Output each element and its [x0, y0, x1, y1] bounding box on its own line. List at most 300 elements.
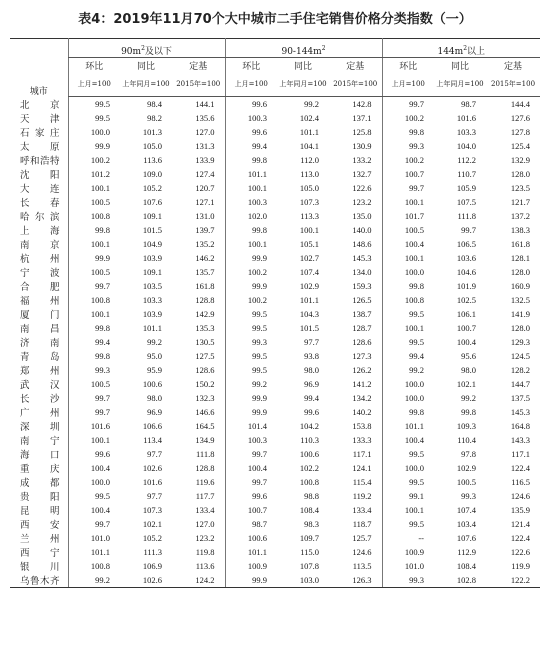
- index-value: 107.3: [299, 196, 319, 207]
- city-name: 杭州: [20, 253, 60, 265]
- index-value: 100.1: [225, 237, 277, 251]
- index-value: 103.3: [456, 126, 476, 137]
- index-value: 100.1: [382, 195, 434, 209]
- base-note-yoy: 上年同月=100: [120, 72, 172, 97]
- index-value: 106.5: [456, 238, 476, 249]
- index-value: 99.8: [68, 321, 120, 335]
- city-name: 济南: [20, 337, 60, 349]
- index-value: 127.5: [195, 350, 215, 361]
- index-value: 100.3: [225, 111, 277, 125]
- index-value: 137.1: [352, 112, 372, 123]
- index-value: 99.8: [382, 279, 434, 293]
- index-value: 102.9: [299, 280, 319, 291]
- index-value: 99.7: [68, 279, 120, 293]
- index-value: 100.9: [382, 545, 434, 559]
- index-value: 142.9: [195, 308, 215, 319]
- index-value: 99.6: [225, 125, 277, 139]
- index-value: 100.1: [68, 433, 120, 447]
- index-value: 113.6: [143, 154, 162, 165]
- index-value: 101.1: [299, 294, 319, 305]
- index-value: 100.0: [382, 391, 434, 405]
- table-row: [10, 433, 540, 447]
- index-value: 143.3: [510, 434, 531, 445]
- index-value: 139.7: [195, 224, 215, 235]
- index-value: 134.2: [352, 392, 372, 403]
- base-note-fixed: 2015年=100: [329, 72, 382, 97]
- index-value: 97.7: [147, 448, 162, 459]
- index-value: 100.7: [382, 167, 434, 181]
- index-value: 118.7: [352, 518, 372, 529]
- city-name: 贵阳: [20, 491, 60, 503]
- index-value: 101.1: [382, 419, 434, 433]
- index-value: 101.0: [68, 531, 120, 545]
- index-value: 108.4: [456, 560, 476, 571]
- index-value: 101.1: [225, 545, 277, 559]
- index-value: 100.7: [456, 322, 476, 333]
- index-value: 109.1: [142, 266, 162, 277]
- index-value: 98.4: [147, 98, 162, 109]
- index-value: 116.5: [511, 476, 531, 487]
- index-value: 145.3: [510, 406, 531, 417]
- index-value: 103.4: [456, 518, 476, 529]
- table-row: [10, 559, 540, 573]
- index-value: 100.1: [68, 307, 120, 321]
- table-row: [10, 349, 540, 363]
- index-value: 99.9: [225, 279, 277, 293]
- index-value: 103.3: [142, 294, 162, 305]
- index-value: 99.6: [225, 489, 277, 503]
- index-value: 100.1: [68, 181, 120, 195]
- index-value: 99.4: [304, 392, 319, 403]
- subheader-yoy: 同比: [450, 61, 469, 72]
- table-row: [10, 475, 540, 489]
- index-value: 99.7: [68, 405, 120, 419]
- table-row: [10, 279, 540, 293]
- subheader-yoy: 同比: [293, 61, 312, 72]
- index-value: 99.2: [225, 377, 277, 391]
- city-name: 银川: [20, 561, 60, 573]
- index-value: 100.8: [68, 209, 120, 223]
- table-row: [10, 167, 540, 181]
- index-value: 105.1: [299, 238, 319, 249]
- index-value: 132.7: [352, 168, 372, 179]
- index-value: 101.0: [382, 559, 434, 573]
- index-value: 97.7: [304, 336, 319, 347]
- index-value: 100.8: [382, 293, 434, 307]
- index-value: 99.6: [225, 97, 277, 111]
- index-value: 127.0: [195, 518, 215, 529]
- index-value: 99.9: [68, 139, 120, 153]
- index-value: 135.2: [195, 238, 215, 249]
- index-value: 144.1: [195, 98, 215, 109]
- index-value: 104.9: [142, 238, 162, 249]
- table-row: [10, 125, 540, 139]
- index-value: 95.6: [461, 350, 476, 361]
- base-note-mom: 上月=100: [68, 72, 120, 97]
- table-row: [10, 265, 540, 279]
- index-value: 100.6: [142, 378, 162, 389]
- index-value: 102.1: [456, 378, 476, 389]
- index-value: 99.5: [68, 97, 120, 111]
- index-value: 124.2: [172, 573, 225, 588]
- index-value: 100.0: [68, 125, 120, 139]
- index-value: 126.2: [352, 364, 372, 375]
- index-value: 99.9: [225, 573, 277, 588]
- index-value: 100.1: [382, 251, 434, 265]
- index-value: 93.8: [304, 350, 319, 361]
- index-value: 99.9: [225, 251, 277, 265]
- subheader-mom: 环比: [382, 58, 434, 73]
- index-value: 133.2: [352, 154, 372, 165]
- table-row: [10, 321, 540, 335]
- index-value: 99.9: [225, 391, 277, 405]
- index-value: 107.6: [142, 196, 162, 207]
- index-value: 107.3: [142, 504, 162, 515]
- table-row: [10, 335, 540, 349]
- index-value: 142.8: [352, 98, 372, 109]
- index-value: 96.9: [147, 406, 162, 417]
- index-value: 126.5: [352, 294, 372, 305]
- city-name: 郑州: [20, 365, 60, 377]
- index-value: 102.6: [120, 573, 172, 588]
- index-value: 102.9: [456, 462, 476, 473]
- index-value: 128.0: [510, 322, 531, 333]
- table-row: [10, 195, 540, 209]
- index-value: 112.2: [457, 154, 476, 165]
- index-value: 121.4: [510, 518, 531, 529]
- index-value: 115.4: [352, 476, 372, 487]
- index-value: 99.5: [68, 111, 120, 125]
- index-value: 97.8: [461, 448, 476, 459]
- city-name: 哈尔滨: [20, 211, 60, 223]
- city-name: 南昌: [20, 323, 60, 335]
- index-value: 144.4: [510, 98, 531, 109]
- base-note-mom: 上月=100: [382, 72, 434, 97]
- index-value: 119.2: [352, 490, 372, 501]
- index-value: 119.9: [511, 560, 531, 571]
- index-value: 101.1: [142, 322, 162, 333]
- index-value: 164.5: [195, 420, 215, 431]
- index-value: 144.7: [510, 378, 531, 389]
- index-value: 101.1: [225, 167, 277, 181]
- index-value: 117.1: [511, 448, 531, 459]
- index-value: 99.2: [382, 363, 434, 377]
- index-value: 100.1: [382, 321, 434, 335]
- index-value: 96.9: [304, 378, 319, 389]
- index-value: 128.1: [510, 252, 531, 263]
- base-note-fixed: 2015年=100: [172, 72, 225, 97]
- table-row: [10, 447, 540, 461]
- table-row: [10, 139, 540, 153]
- index-value: 127.3: [352, 350, 372, 361]
- index-value: 99.7: [68, 391, 120, 405]
- index-value: 99.2: [147, 336, 162, 347]
- index-value: 125.7: [352, 532, 372, 543]
- index-value: 117.1: [352, 448, 372, 459]
- table-row: [10, 419, 540, 433]
- index-value: 99.4: [225, 139, 277, 153]
- city-name: 西安: [20, 519, 60, 531]
- index-value: 145.3: [352, 252, 372, 263]
- index-value: 98.0: [461, 364, 476, 375]
- index-value: 159.3: [352, 280, 372, 291]
- index-value: 99.2: [304, 98, 319, 109]
- index-value: 138.3: [510, 224, 531, 235]
- index-value: 98.2: [147, 112, 162, 123]
- index-value: 112.9: [457, 546, 476, 557]
- index-value: 126.3: [329, 573, 382, 588]
- index-value: 98.0: [304, 364, 319, 375]
- index-value: 127.1: [195, 196, 215, 207]
- index-value: 130.5: [195, 336, 215, 347]
- index-value: 140.0: [352, 224, 372, 235]
- index-value: 134.0: [352, 266, 372, 277]
- index-value: 100.4: [456, 336, 476, 347]
- index-value: 150.2: [195, 378, 215, 389]
- index-value: 95.9: [147, 364, 162, 375]
- table-row: [10, 97, 540, 111]
- index-value: 123.2: [352, 196, 372, 207]
- index-value: 99.3: [68, 363, 120, 377]
- index-value: 100.1: [299, 224, 319, 235]
- table-row: [10, 489, 540, 503]
- table-row: [10, 391, 540, 405]
- subheader-mom: 环比: [225, 58, 277, 73]
- index-value: 99.5: [225, 349, 277, 363]
- index-value: 100.6: [225, 531, 277, 545]
- index-value: 124.6: [352, 546, 372, 557]
- index-value: 99.8: [68, 349, 120, 363]
- index-value: 100.3: [225, 195, 277, 209]
- index-value: 100.0: [382, 461, 434, 475]
- subheader-yoy: 同比: [136, 61, 155, 72]
- index-value: 122.4: [510, 462, 531, 473]
- table-row: [10, 237, 540, 251]
- index-value: 140.2: [352, 406, 372, 417]
- index-value: 100.5: [68, 377, 120, 391]
- index-value: 95.0: [147, 350, 162, 361]
- index-value: 113.5: [352, 560, 372, 571]
- index-value: 137.2: [510, 210, 531, 221]
- index-value: 128.6: [352, 336, 372, 347]
- index-value: 125.8: [352, 126, 372, 137]
- city-name: 广州: [20, 407, 60, 419]
- index-value: 100.2: [382, 111, 434, 125]
- index-value: 128.8: [195, 294, 215, 305]
- price-index-table: [10, 38, 540, 588]
- index-value: 99.8: [68, 223, 120, 237]
- index-value: 123.2: [195, 532, 215, 543]
- index-value: 99.3: [382, 573, 434, 588]
- index-value: 115.0: [300, 546, 319, 557]
- index-value: 107.4: [299, 266, 319, 277]
- index-value: 128.2: [510, 364, 531, 375]
- index-value: 131.3: [195, 140, 215, 151]
- index-value: 99.8: [225, 153, 277, 167]
- table-row: [10, 293, 540, 307]
- index-value: 108.4: [299, 504, 319, 515]
- index-value: 128.8: [195, 462, 215, 473]
- index-value: 100.4: [225, 461, 277, 475]
- subheader-fixed-base: 定基: [346, 61, 365, 72]
- index-value: 101.9: [456, 280, 476, 291]
- city-name: 昆明: [20, 505, 60, 517]
- index-value: 132.5: [510, 294, 531, 305]
- index-value: 107.4: [456, 504, 476, 515]
- index-value: 100.4: [382, 433, 434, 447]
- index-value: 98.8: [304, 490, 319, 501]
- index-value: 101.7: [382, 209, 434, 223]
- city-name: 宁波: [20, 267, 60, 279]
- index-value: 131.0: [195, 210, 215, 221]
- city-name: 呼和浩特: [20, 155, 60, 167]
- index-value: 127.8: [510, 126, 531, 137]
- city-name: 大连: [20, 183, 60, 195]
- index-value: 97.7: [147, 490, 162, 501]
- index-value: 100.4: [68, 461, 120, 475]
- city-name: 西宁: [20, 547, 60, 559]
- index-value: 111.8: [196, 448, 215, 459]
- index-value: 111.3: [143, 546, 162, 557]
- index-value: 104.3: [299, 308, 319, 319]
- index-value: 161.8: [195, 280, 215, 291]
- index-value: 124.1: [352, 462, 372, 473]
- index-value: 99.8: [382, 405, 434, 419]
- index-value: 99.1: [382, 489, 434, 503]
- index-value: 103.6: [456, 252, 476, 263]
- index-value: 113.6: [195, 560, 215, 571]
- index-value: 132.9: [510, 154, 531, 165]
- index-value: 124.6: [510, 490, 531, 501]
- index-value: 100.8: [68, 559, 120, 573]
- index-value: 127.6: [510, 112, 531, 123]
- subheader-mom: 环比: [68, 58, 120, 73]
- index-value: 113.4: [143, 434, 162, 445]
- index-value: 107.5: [456, 196, 476, 207]
- table-row: [10, 181, 540, 195]
- index-value: 100.5: [68, 265, 120, 279]
- index-value: 109.0: [142, 168, 162, 179]
- index-value: 99.5: [382, 517, 434, 531]
- index-value: 105.9: [456, 182, 476, 193]
- index-value: 99.2: [68, 573, 120, 588]
- table-body: [10, 97, 540, 588]
- index-value: 99.9: [68, 251, 120, 265]
- index-value: 101.5: [142, 224, 162, 235]
- city-name: 天津: [20, 113, 60, 125]
- index-value: 99.9: [225, 405, 277, 419]
- index-value: 99.7: [225, 475, 277, 489]
- index-value: --: [382, 531, 434, 545]
- index-value: 99.5: [225, 307, 277, 321]
- index-value: 146.6: [195, 406, 215, 417]
- base-note-fixed: 2015年=100: [486, 72, 540, 97]
- table-row: [10, 223, 540, 237]
- index-value: 101.4: [225, 419, 277, 433]
- index-value: 104.6: [456, 266, 476, 277]
- index-value: 160.9: [510, 280, 531, 291]
- index-value: 99.7: [382, 97, 434, 111]
- index-value: 101.6: [456, 112, 476, 123]
- base-note-yoy: 上年同月=100: [277, 72, 329, 97]
- index-value: 146.2: [195, 252, 215, 263]
- index-value: 100.4: [68, 503, 120, 517]
- city-name: 武汉: [20, 379, 60, 391]
- table-row: [10, 503, 540, 517]
- index-value: 102.0: [225, 209, 277, 223]
- index-value: 107.6: [456, 532, 476, 543]
- index-value: 128.6: [195, 364, 215, 375]
- index-value: 99.8: [225, 223, 277, 237]
- table-row: [10, 545, 540, 559]
- index-value: 99.2: [461, 392, 476, 403]
- index-value: 112.0: [300, 154, 319, 165]
- index-value: 101.6: [142, 476, 162, 487]
- city-name: 福州: [20, 295, 60, 307]
- index-value: 102.7: [299, 252, 319, 263]
- city-name: 沈阳: [20, 169, 60, 181]
- index-value: 101.3: [142, 126, 162, 137]
- index-value: 103.9: [142, 252, 162, 263]
- city-name: 长春: [20, 197, 60, 209]
- index-value: 99.6: [304, 406, 319, 417]
- subheader-fixed-base: 定基: [504, 61, 523, 72]
- index-value: 101.2: [68, 167, 120, 181]
- city-name: 南宁: [20, 435, 60, 447]
- index-value: 98.7: [225, 517, 277, 531]
- table-row: [10, 461, 540, 475]
- index-value: 100.7: [225, 503, 277, 517]
- index-value: 99.5: [382, 335, 434, 349]
- base-note-mom: 上月=100: [225, 72, 277, 97]
- index-value: 99.5: [382, 475, 434, 489]
- index-value: 99.7: [225, 447, 277, 461]
- index-value: 153.8: [352, 420, 372, 431]
- index-value: 122.2: [486, 573, 540, 588]
- index-value: 110.4: [457, 434, 476, 445]
- index-value: 134.9: [195, 434, 215, 445]
- index-value: 99.7: [382, 181, 434, 195]
- index-value: 100.8: [68, 293, 120, 307]
- index-value: 100.2: [382, 153, 434, 167]
- city-name: 青岛: [20, 351, 60, 363]
- index-value: 105.2: [142, 532, 162, 543]
- index-value: 103.9: [142, 308, 162, 319]
- index-value: 127.4: [195, 168, 215, 179]
- index-value: 111.8: [457, 210, 476, 221]
- table-row: [10, 363, 540, 377]
- index-value: 99.7: [461, 224, 476, 235]
- city-name: 北京: [20, 99, 60, 111]
- group-header-large: $144m^2$以上: [382, 39, 540, 58]
- index-value: 102.2: [299, 462, 319, 473]
- index-value: 99.5: [68, 489, 120, 503]
- index-value: 128.0: [510, 266, 531, 277]
- index-value: 100.5: [68, 195, 120, 209]
- index-value: 121.7: [510, 196, 531, 207]
- index-value: 133.3: [352, 434, 372, 445]
- index-value: 133.9: [195, 154, 215, 165]
- index-value: 110.7: [457, 168, 476, 179]
- index-value: 104.1: [299, 140, 319, 151]
- index-value: 133.4: [195, 504, 215, 515]
- table-row: [10, 405, 540, 419]
- index-value: 137.5: [510, 392, 531, 403]
- index-value: 122.6: [510, 546, 531, 557]
- index-value: 141.2: [352, 378, 372, 389]
- index-value: 106.6: [142, 420, 162, 431]
- index-value: 105.0: [299, 182, 319, 193]
